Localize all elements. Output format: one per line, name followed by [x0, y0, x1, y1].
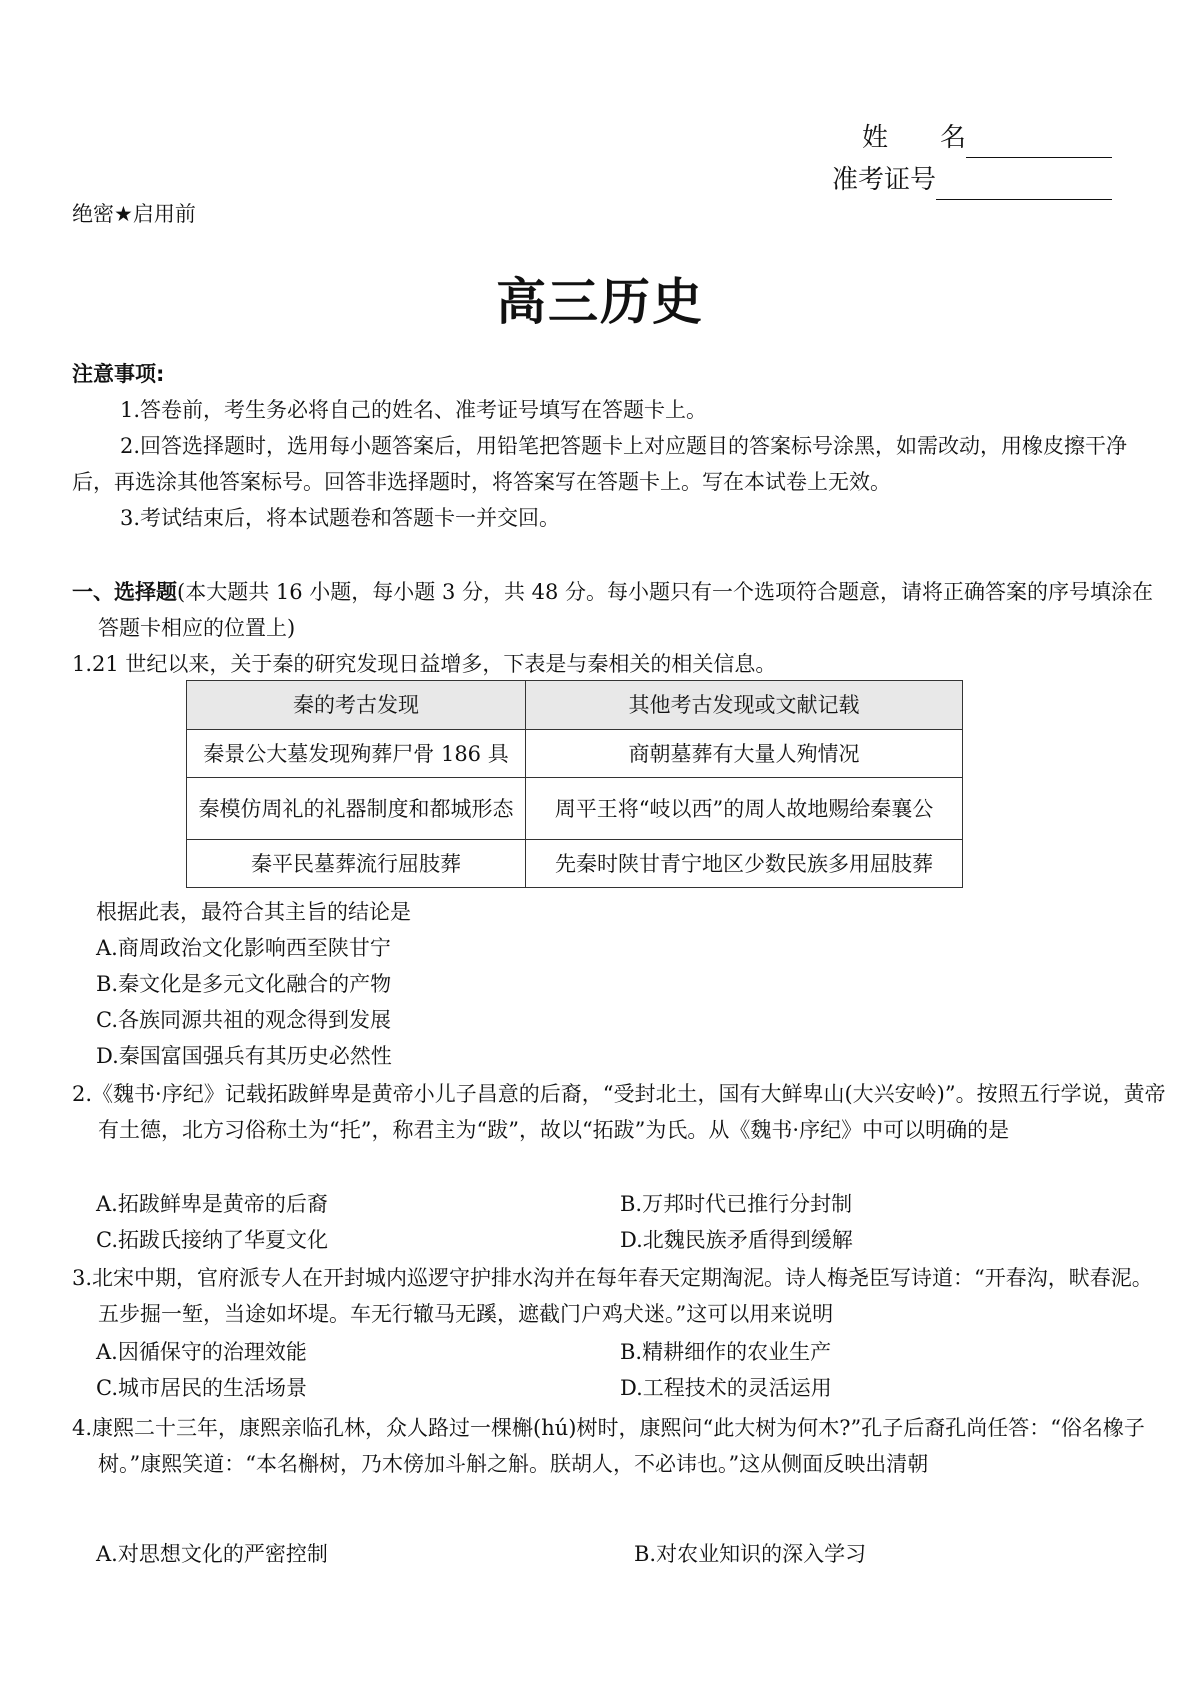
secret-mark: 绝密★启用前 [72, 202, 196, 226]
q1-option-a[interactable]: A.商周政治文化影响西至陕甘宁 [96, 936, 391, 960]
table-row [187, 730, 963, 778]
q1-option-d[interactable]: D.秦国富国强兵有其历史必然性 [96, 1044, 392, 1068]
table-header-cell: 其他考古发现或文献记载 [526, 681, 963, 730]
table-cell: 秦模仿周礼的礼器制度和都城形态 [187, 778, 526, 840]
id-row [832, 160, 1112, 200]
q2-stem: 2.《魏书·序纪》记载拓跋鲜卑是黄帝小儿子昌意的后裔，“受封北土，国有大鲜卑山(大兴安岭)”。按照五行学说，黄帝有土德，北方习俗称土为“托”，称君主为“跋”，故以“拓跋”为氏。从《魏书·序纪》中可以明确的是 [72, 1082, 1166, 1142]
name-row [862, 118, 1112, 158]
q1-option-b[interactable]: B.秦文化是多元文化融合的产物 [96, 972, 392, 996]
name-label: 姓 名 [862, 123, 967, 153]
q3-stem: 3.北宋中期，官府派专人在开封城内巡逻守护排水沟并在每年春天定期淘泥。诗人梅尧臣写诗道：“开春沟，畎春泥。五步掘一堑，当途如坏堤。车无行辙马无蹊，遮截门户鸡犬迷。”这可以用来说明 [72, 1266, 1153, 1326]
section-heading [72, 574, 1168, 646]
q1-table [186, 680, 963, 888]
q1-prompt: 根据此表，最符合其主旨的结论是 [96, 900, 411, 924]
section-label: 一、选择题 [72, 580, 177, 604]
q4-option-a[interactable]: A.对思想文化的严密控制 [96, 1542, 328, 1566]
id-label: 准考证号 [832, 165, 937, 195]
table-cell: 先秦时陕甘青宁地区少数民族多用屈肢葬 [526, 840, 963, 888]
q3-option-d[interactable]: D.工程技术的灵活运用 [620, 1376, 832, 1400]
q3-option-b[interactable]: B.精耕细作的农业生产 [620, 1340, 832, 1364]
notice-heading: 注意事项: [72, 362, 165, 386]
name-blank[interactable] [966, 127, 1112, 158]
notice-item-2: 2.回答选择题时，选用每小题答案后，用铅笔把答题卡上对应题目的答案标号涂黑，如需改动，用橡皮擦干净后，再选涂其他答案标号。回答非选择题时，将答案写在答题卡上。写在本试卷上无效。 [72, 434, 1128, 494]
table-cell: 秦平民墓葬流行屈肢葬 [187, 840, 526, 888]
notice-item-1: 1.答卷前，考生务必将自己的姓名、准考证号填写在答题卡上。 [120, 398, 708, 422]
q1-option-c[interactable]: C.各族同源共祖的观念得到发展 [96, 1008, 391, 1032]
q4-stem: 4.康熙二十三年，康熙亲临孔林，众人路过一棵槲(hú)树时，康熙问“此大树为何木?”孔子后裔孔尚任答：“俗名橡子树。”康熙笑道：“本名槲树，乃木傍加斗斛之斛。朕胡人，不必讳也。”这从侧面反映出清朝 [72, 1416, 1145, 1476]
table-header-row [187, 681, 963, 730]
q2-option-a[interactable]: A.拓跋鲜卑是黄帝的后裔 [96, 1192, 328, 1216]
section-desc: (本大题共 16 小题，每小题 3 分，共 48 分。每小题只有一个选项符合题意，请将正确答案的序号填涂在答题卡相应的位置上) [98, 580, 1154, 640]
table-cell: 商朝墓葬有大量人殉情况 [526, 730, 963, 778]
q2-option-b[interactable]: B.万邦时代已推行分封制 [620, 1192, 853, 1216]
notice-item-3: 3.考试结束后，将本试题卷和答题卡一并交回。 [120, 506, 561, 530]
q4-option-b[interactable]: B.对农业知识的深入学习 [634, 1542, 867, 1566]
q3-option-c[interactable]: C.城市居民的生活场景 [96, 1376, 307, 1400]
q1-stem: 1.21 世纪以来，关于秦的研究发现日益增多，下表是与秦相关的相关信息。 [72, 652, 777, 676]
table-row [187, 840, 963, 888]
q2-option-c[interactable]: C.拓跋氏接纳了华夏文化 [96, 1228, 328, 1252]
table-cell: 秦景公大墓发现殉葬尸骨 186 具 [187, 730, 526, 778]
table-header-cell: 秦的考古发现 [187, 681, 526, 730]
q3-option-a[interactable]: A.因循保守的治理效能 [96, 1340, 307, 1364]
table-row [187, 778, 963, 840]
id-blank[interactable] [936, 169, 1112, 200]
q2-option-d[interactable]: D.北魏民族矛盾得到缓解 [620, 1228, 853, 1252]
page-title: 高三历史 [496, 273, 704, 331]
table-cell: 周平王将“岐以西”的周人故地赐给秦襄公 [526, 778, 963, 840]
